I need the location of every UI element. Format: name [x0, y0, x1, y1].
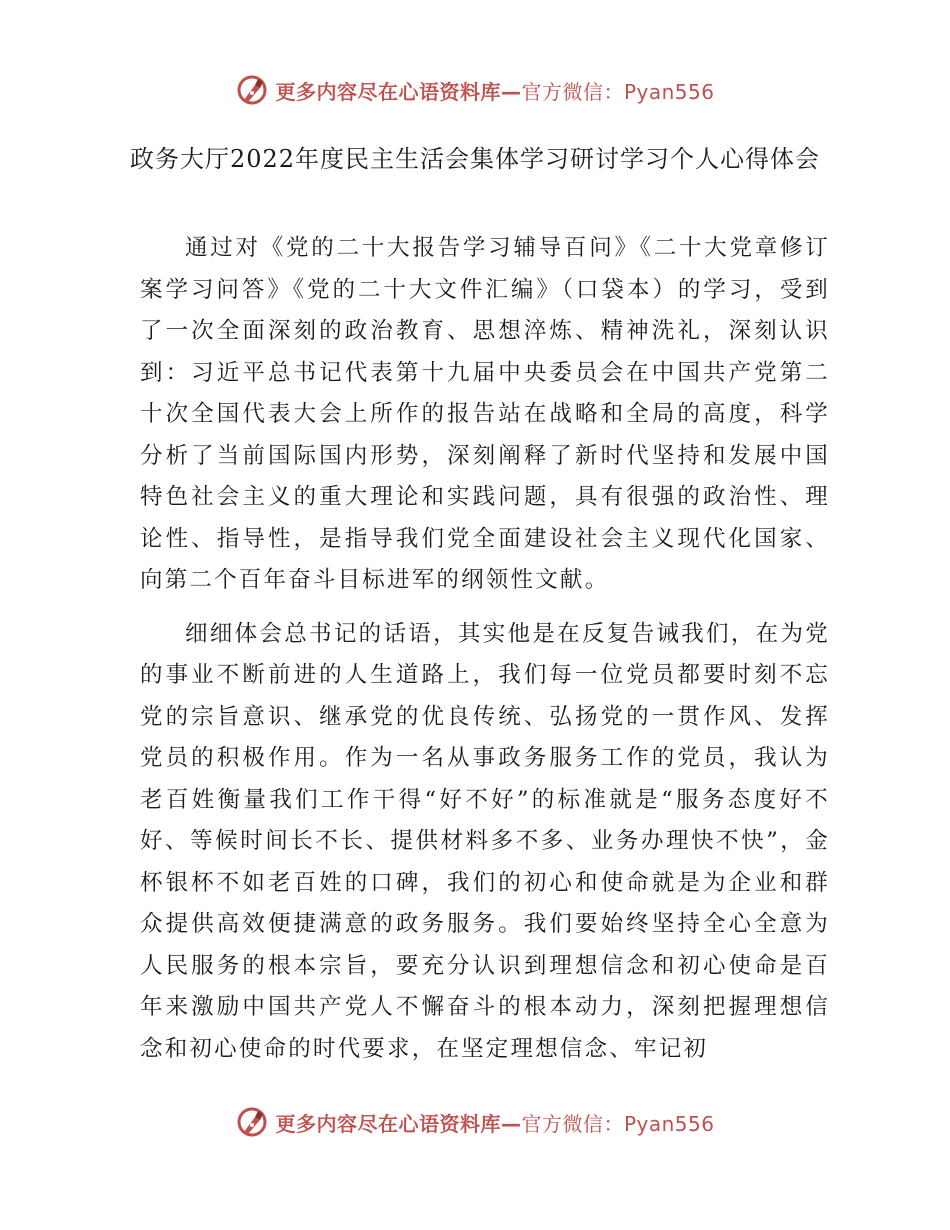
header-banner — [0, 72, 950, 108]
header-wechat-text: 官方微信：Pyan556 — [521, 79, 715, 104]
footer-ad-text: 更多内容尽在心语资料库— — [275, 1111, 522, 1136]
pen-nib-logo-icon — [235, 1105, 269, 1139]
document-title: 政务大厅2022年度民主生活会集体学习研讨学习个人心得体会 — [129, 145, 821, 173]
header-ad-text: 更多内容尽在心语资料库— — [275, 79, 522, 104]
footer-banner — [0, 1104, 950, 1140]
paragraph: 细细体会总书记的话语，其实他是在反复告诫我们，在为党的事业不断前进的人生道路上，我们每一位党员都要时刻不忘党的宗旨意识、继承党的优良传统、弘扬党的一贯作风、发挥党员的积极作用。作为一名从事政务服务工作的党员，我认为老百姓衡量我们工作干得“好不好”的标准就是“服务态度好不好、等候时间长不长、提供材料多不多、业务办理快不快”，金杯银杯不如老百姓的口碑，我们的初心和使命就是为企业和群众提供高效便捷满意的政务服务。我们要始终坚持全心全意为人民服务的根本宗旨，要充分认识到理想信念和初心使命是百年来激励中国共产党人不懈奋斗的根本动力，深刻把握理想信念和初心使命的时代要求，在坚定理想信念、牢记初 — [140, 620, 830, 1062]
pen-nib-logo-icon — [235, 73, 269, 107]
footer-wechat-text: 官方微信：Pyan556 — [521, 1111, 715, 1136]
document-body — [140, 228, 830, 1070]
paragraph: 通过对《党的二十大报告学习辅导百问》《二十大党章修订案学习问答》《党的二十大文件汇编》（口袋本）的学习，受到了一次全面深刻的政治教育、思想淬炼、精神洗礼，深刻认识到：习近平总书记代表第十九届中央委员会在中国共产党第二十次全国代表大会上所作的报告站在战略和全局的高度，科学分析了当前国际国内形势，深刻阐释了新时代坚持和发展中国特色社会主义的重大理论和实践问题，具有很强的政治性、理论性、指导性，是指导我们党全面建设社会主义现代化国家、向第二个百年奋斗目标进军的纲领性文献。 — [140, 235, 830, 593]
